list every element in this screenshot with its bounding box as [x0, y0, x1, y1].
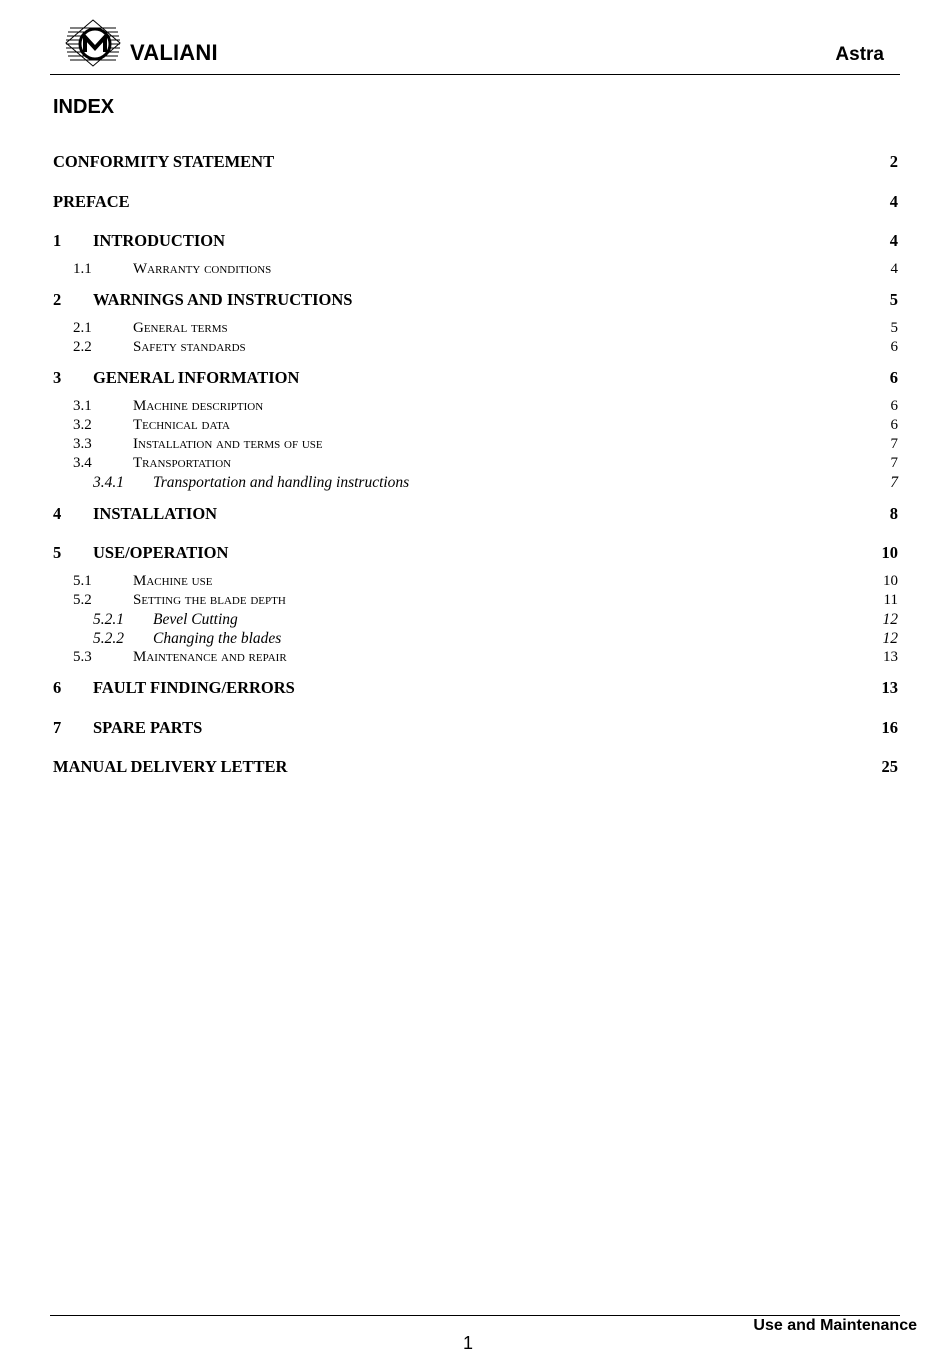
- toc-entry-number: 4: [53, 504, 62, 523]
- toc-entry-page: 12: [882, 611, 898, 628]
- toc-entry-title: Machine description: [133, 398, 264, 414]
- toc-entry[interactable]: [53, 231, 898, 253]
- toc-entry[interactable]: [53, 152, 898, 174]
- footer-rule: [50, 1315, 900, 1316]
- toc-entry-page: 8: [889, 504, 898, 523]
- toc-entry-number: 1.1: [73, 261, 92, 277]
- toc-entry-title: Safety standards: [133, 339, 246, 355]
- toc-entry-page: 16: [881, 718, 898, 737]
- toc-entry-title: Transportation: [133, 455, 232, 471]
- toc-entry-page: 4: [889, 231, 898, 250]
- toc-entry[interactable]: [53, 649, 898, 671]
- toc-entry-number: 1: [53, 231, 62, 250]
- toc-entry-title: Setting the blade depth: [133, 592, 286, 608]
- toc-entry[interactable]: [53, 757, 898, 779]
- footer-label: Use and Maintenance: [753, 1317, 917, 1334]
- toc-entry-page: 7: [890, 474, 898, 491]
- toc-entry[interactable]: [53, 718, 898, 740]
- toc-entry-page: 4: [889, 192, 898, 211]
- toc-entry-title: FAULT FINDING/ERRORS: [93, 678, 295, 697]
- toc-entry[interactable]: [53, 368, 898, 390]
- page-number: 1: [463, 1333, 474, 1353]
- toc-entry-page: 7: [890, 436, 898, 452]
- toc-entry-title: MANUAL DELIVERY LETTER: [53, 757, 288, 776]
- toc-entry-number: 3.4.1: [93, 474, 124, 491]
- toc-entry-page: 5: [890, 320, 898, 336]
- toc-entry-number: 5.2.2: [93, 630, 124, 647]
- toc-entry-page: 2: [889, 152, 898, 171]
- toc-entry-number: 5.2: [73, 592, 92, 608]
- toc-entry-number: 5.1: [73, 573, 92, 589]
- toc-entry-page: 10: [883, 573, 898, 589]
- toc-entry-page: 13: [881, 678, 898, 697]
- toc-entry-title: Installation and terms of use: [133, 436, 323, 452]
- toc-entry-title: SPARE PARTS: [93, 718, 203, 737]
- toc-entry-number: 6: [53, 678, 62, 697]
- toc-entry-title: INTRODUCTION: [93, 231, 226, 250]
- toc-entry[interactable]: [53, 474, 898, 496]
- toc-entry-title: Technical data: [133, 417, 230, 433]
- toc-entry-title: Machine use: [133, 573, 213, 589]
- toc-entry-number: 3.1: [73, 398, 92, 414]
- brand-name: VALIANI: [130, 40, 218, 65]
- toc-entry[interactable]: [53, 261, 898, 283]
- toc-entry-number: 3.2: [73, 417, 92, 433]
- toc-entry-number: 5: [53, 543, 62, 562]
- toc-entry-title: Maintenance and repair: [133, 649, 287, 665]
- toc-entry[interactable]: [53, 504, 898, 526]
- toc-entry-title: USE/OPERATION: [93, 543, 229, 562]
- toc-entry-number: 7: [53, 718, 62, 737]
- page-title: INDEX: [53, 96, 115, 118]
- toc-entry-page: 6: [890, 339, 898, 355]
- toc-entry-number: 5.3: [73, 649, 92, 665]
- toc-entry-page: 6: [890, 417, 898, 433]
- toc-entry-title: PREFACE: [53, 192, 130, 211]
- toc-entry-title: Changing the blades: [153, 630, 282, 647]
- toc-entry-page: 7: [890, 455, 898, 471]
- toc-entry-page: 6: [890, 398, 898, 414]
- toc-entry-title: CONFORMITY STATEMENT: [53, 152, 275, 171]
- toc-entry-page: 25: [881, 757, 898, 776]
- valiani-logo-icon: [62, 18, 124, 68]
- toc-entry-number: 2.1: [73, 320, 92, 336]
- toc-entry-title: Transportation and handling instructions: [153, 474, 410, 491]
- toc-entry[interactable]: [53, 290, 898, 312]
- toc-entry-page: 4: [890, 261, 898, 277]
- toc-entry[interactable]: [53, 339, 898, 361]
- toc-entry[interactable]: [53, 543, 898, 565]
- toc-entry-page: 6: [889, 368, 898, 387]
- toc-entry[interactable]: [53, 192, 898, 214]
- toc-entry-page: 10: [881, 543, 898, 562]
- toc-entry-title: INSTALLATION: [93, 504, 218, 523]
- toc-entry-title: GENERAL INFORMATION: [93, 368, 300, 387]
- toc-entry-page: 5: [889, 290, 898, 309]
- toc-entry-page: 11: [883, 592, 898, 608]
- toc-entry-title: Warranty conditions: [133, 261, 272, 277]
- toc-entry-title: Bevel Cutting: [153, 611, 238, 628]
- toc-entry-number: 3.3: [73, 436, 92, 452]
- toc-entry-page: 12: [882, 630, 898, 647]
- toc-entry-number: 2.2: [73, 339, 92, 355]
- toc-entry-title: General terms: [133, 320, 228, 336]
- toc-entry[interactable]: [53, 678, 898, 700]
- model-name: Astra: [835, 44, 884, 65]
- toc-entry-number: 5.2.1: [93, 611, 124, 628]
- toc-entry-page: 13: [883, 649, 898, 665]
- toc-entry-number: 3.4: [73, 455, 92, 471]
- toc-entry-title: WARNINGS AND INSTRUCTIONS: [93, 290, 353, 309]
- page-header: [50, 18, 900, 75]
- toc-entry-number: 3: [53, 368, 62, 387]
- toc-entry-number: 2: [53, 290, 62, 309]
